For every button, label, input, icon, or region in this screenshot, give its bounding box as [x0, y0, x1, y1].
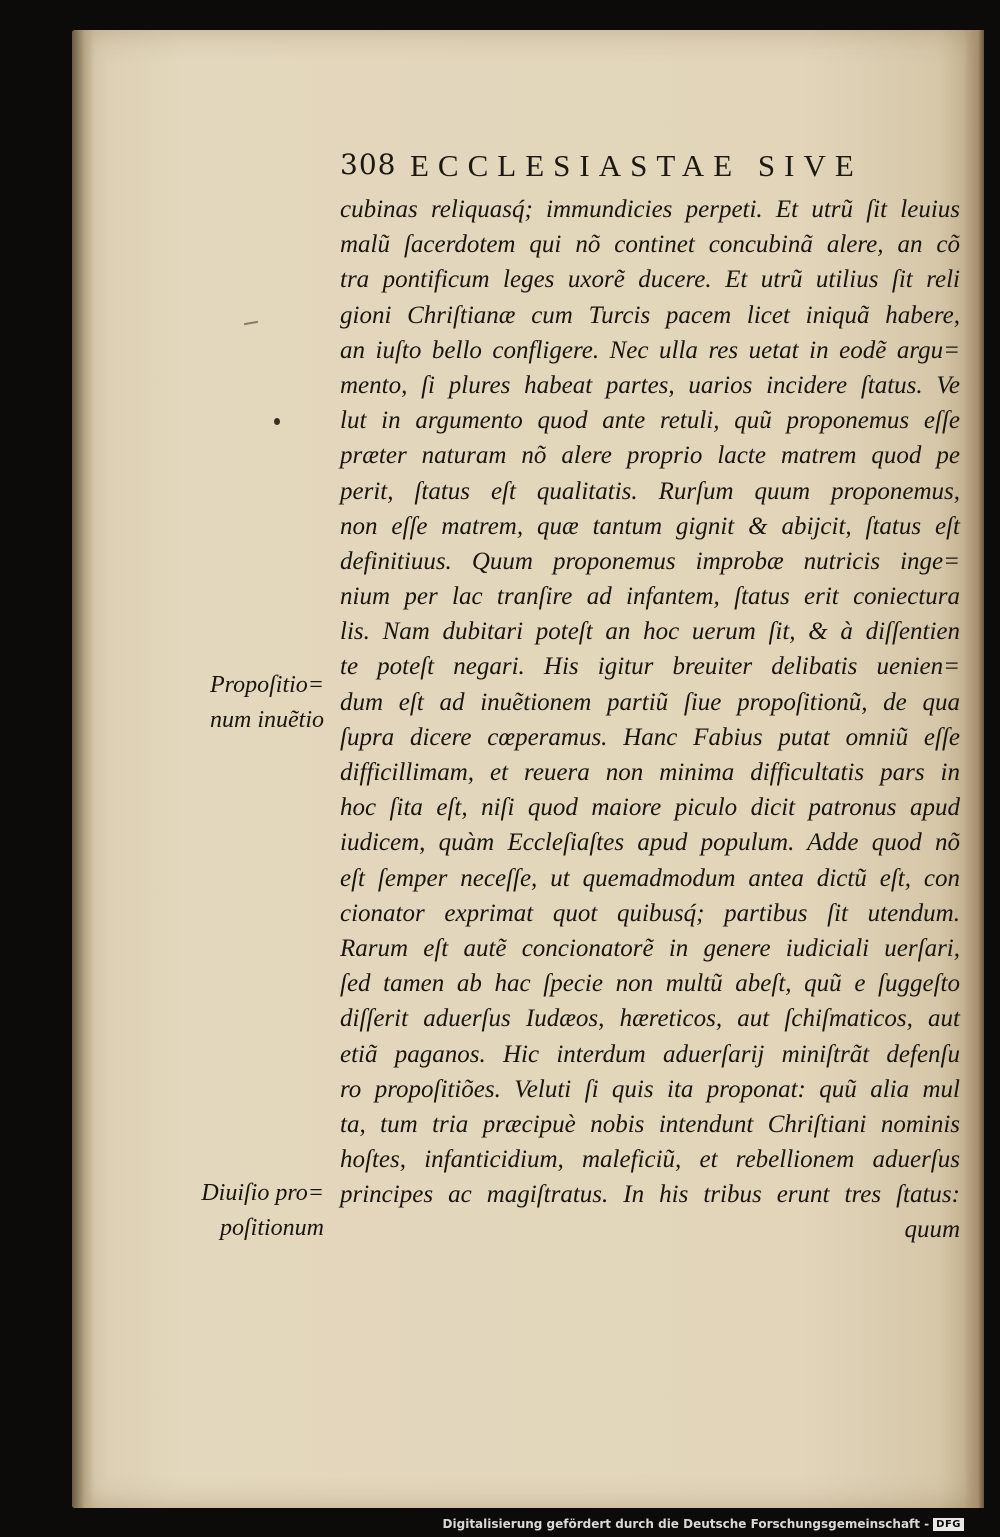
text-line: difficillimam, et reuera non minima difficultatis pars in: [340, 759, 960, 786]
running-head: [340, 148, 940, 188]
text-line: cubinas reliquasq́; immundicies perpeti. Et utrũ ſit leuius: [340, 196, 960, 223]
text-line: non eſſe matrem, quæ tantum gignit & abijcit, ſtatus eſt: [340, 512, 960, 540]
text-line: iudicem, quàm Eccleſiaſtes apud populum. Adde quod nõ: [340, 829, 960, 857]
marginal-note-line: num inuẽtio: [210, 707, 324, 733]
running-head-title: ECCLESIASTAE SIVE: [410, 148, 863, 183]
text-line: an iuſto bello confligere. Nec ulla res uetat in eodẽ argu=: [340, 336, 960, 364]
marginal-note-line: poſitionum: [219, 1215, 324, 1241]
marginal-note-line: Propoſitio=: [210, 672, 324, 698]
text-line: ro propoſitiões. Veluti ſi quis ita proponat: quũ alia mul: [340, 1075, 960, 1103]
digitization-credit: [443, 1517, 964, 1531]
text-line: diſſerit aduerſus Iudæos, hæreticos, aut ſchiſmaticos, aut: [340, 1005, 960, 1033]
marginal-note-propositionum-inventio: [210, 668, 324, 738]
text-line: definitiuus. Quum proponemus improbæ nutricis inge=: [340, 547, 960, 575]
catchword: quum: [904, 1216, 960, 1244]
text-line: ta, tum tria præcipuè nobis intendunt Chriſtiani nominis: [340, 1110, 960, 1138]
text-line: præter naturam nõ alere proprio lacte matrem quod pe: [340, 442, 960, 470]
text-line: te poteſt negari. His igitur breuiter delibatis uenien=: [340, 653, 960, 681]
text-line: eſt ſemper neceſſe, ut quemadmodum antea dictũ eſt, con: [340, 864, 960, 892]
page-fore-edge: [964, 30, 984, 1508]
marginal-note-line: Diuiſio pro=: [201, 1180, 324, 1206]
text-line: ſupra dicere cœperamus. Hanc Fabius putat omniũ eſſe: [340, 723, 960, 751]
text-line: lut in argumento quod ante retuli, quũ proponemus eſſe: [340, 407, 960, 435]
text-line: principes ac magiſtratus. In his tribus erunt tres ſtatus:: [340, 1181, 960, 1209]
text-line: gioni Chriſtianæ cum Turcis pacem licet iniquã habere,: [340, 301, 960, 329]
text-line: malũ ſacerdotem qui nõ continet concubinã alere, an cõ: [340, 231, 960, 259]
text-line: perit, ſtatus eſt qualitatis. Rurſum quum proponemus,: [340, 477, 960, 505]
text-line: lis. Nam dubitari poteſt an hoc uerum ſit, & à diſſentien: [340, 618, 960, 646]
text-line: nium per lac tranſire ad infantem, ſtatus erit coniectura: [340, 583, 960, 611]
text-line: Rarum eſt autẽ concionatorẽ in genere iudiciali uerſari,: [340, 934, 960, 962]
text-line: ſed tamen ab hac ſpecie non multũ abeſt, quũ e ſuggeſto: [340, 970, 960, 998]
ink-dot-mark: [274, 418, 280, 425]
text-line: tra pontificum leges uxorẽ ducere. Et utrũ utilius ſit reli: [340, 266, 960, 294]
marginal-note-divisio-propositionum: [201, 1176, 324, 1246]
body-text-block: [340, 192, 960, 1248]
text-line: cionator exprimat quot quibusq́; partibus ſit utendum.: [340, 899, 960, 927]
text-line: hoſtes, infanticidium, maleficiũ, et rebellionem aduerſus: [340, 1146, 960, 1174]
page-gutter-shadow: [72, 30, 94, 1508]
text-line: dum eſt ad inuẽtionem partiũ ſiue propoſitionũ, de qua: [340, 688, 960, 716]
text-line: etiã paganos. Hic interdum aduerſarij miniſtrãt defenſu: [340, 1040, 960, 1068]
text-line: mento, ſi plures habeat partes, uarios incidere ſtatus. Ve: [340, 371, 960, 399]
page-number: 308: [340, 148, 397, 181]
text-line: hoc ſita eſt, niſi quod maiore piculo dicit patronus apud: [340, 794, 960, 822]
credit-text: Digitalisierung gefördert durch die Deutsche Forschungsgemeinschaft -: [442, 1517, 930, 1531]
dfg-logo-icon: DFG: [933, 1518, 964, 1531]
